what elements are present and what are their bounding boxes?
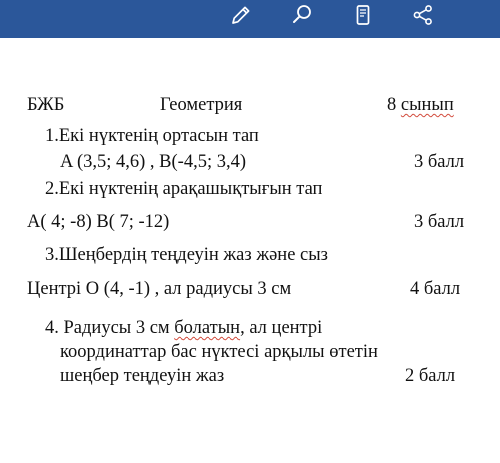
task2-score: 3 балл — [414, 212, 465, 232]
header-grade: 8 сынып — [387, 95, 454, 115]
task3-score: 4 балл — [410, 279, 461, 299]
task4-line2: координаттар бас нүктесі арқылы өтетін — [60, 342, 378, 362]
pencil-icon[interactable] — [224, 0, 258, 30]
share-icon[interactable] — [406, 0, 440, 30]
app-toolbar — [0, 0, 500, 38]
task4-score: 2 балл — [405, 366, 456, 386]
task2-title: 2.Екі нүктенің арақашықтығын тап — [45, 179, 323, 199]
task1-points: A (3,5; 4,6) , B(-4,5; 3,4) — [60, 152, 247, 172]
search-icon[interactable] — [285, 0, 319, 30]
header-left: БЖБ — [27, 95, 65, 115]
task4-line1: 4. Радиусы 3 см болатын, ал центрі — [45, 318, 323, 338]
document-page — [0, 38, 500, 463]
header-subject: Геометрия — [160, 95, 243, 115]
task1-title: 1.Екі нүктенің ортасын тап — [45, 126, 259, 146]
task2-points: A( 4; -8) B( 7; -12) — [27, 212, 170, 232]
task1-score: 3 балл — [414, 152, 465, 172]
phone-icon[interactable] — [346, 0, 380, 30]
task3-details: Центрі О (4, -1) , ал радиусы 3 см — [27, 279, 292, 299]
task3-title: 3.Шеңбердің теңдеуін жаз және сыз — [45, 245, 328, 265]
task4-line3: шеңбер теңдеуін жаз — [60, 366, 225, 386]
